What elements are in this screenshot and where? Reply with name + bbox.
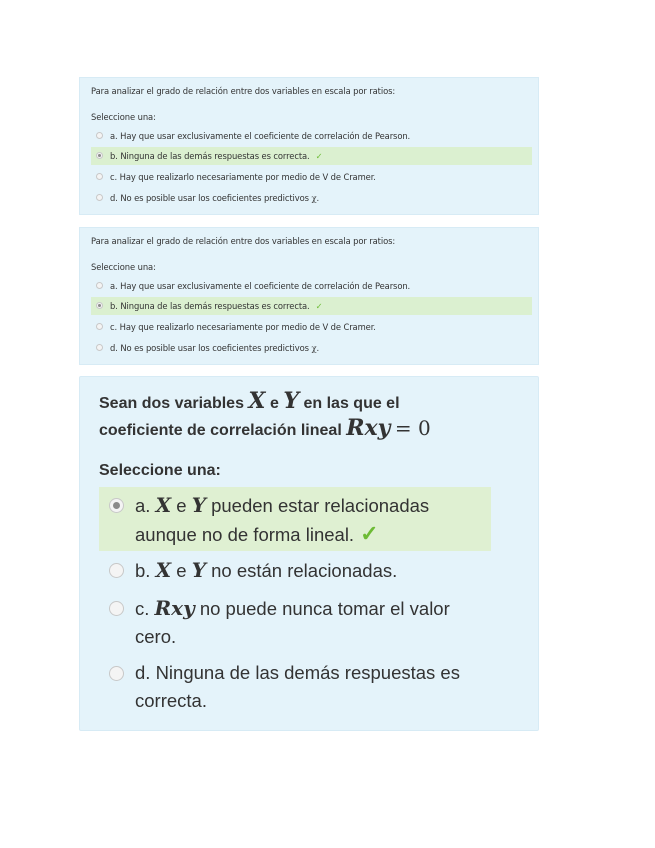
checkmark-icon: ✓ (315, 301, 323, 311)
option-label: c. Hay que realizarlo necesariamente por medio de V de Cramer. (110, 172, 376, 182)
radio-button[interactable] (96, 282, 103, 289)
option-label: b. Ninguna de las demás respuestas es correcta. (110, 151, 310, 161)
question-card-2 (79, 227, 539, 365)
radio-button[interactable] (96, 194, 103, 201)
radio-button-selected[interactable] (96, 152, 103, 159)
variable-y: Y (191, 493, 206, 517)
question-text: Para analizar el grado de relación entre dos variables en escala por ratios: (91, 236, 396, 246)
select-prompt: Seleccione una: (91, 262, 156, 272)
variable-x: X (248, 388, 266, 414)
option-label: no puede nunca tomar el valor (199, 598, 450, 619)
option-a[interactable] (91, 277, 532, 295)
period: . (316, 343, 319, 353)
question-text-part: Sean dos variables (99, 395, 244, 412)
option-label: b. Ninguna de las demás respuestas es correcta. (110, 301, 310, 311)
option-label: a. Hay que usar exclusivamente el coeficiente de correlación de Pearson. (110, 281, 411, 291)
variable-x: X (155, 493, 172, 517)
chi-symbol: χ (311, 193, 317, 203)
radio-button-selected[interactable] (109, 498, 124, 513)
option-label: a. Hay que usar exclusivamente el coeficiente de correlación de Pearson. (110, 131, 411, 141)
conjunction: e (176, 495, 187, 516)
variable-y: Y (191, 558, 206, 582)
equals-zero: = 0 (394, 416, 431, 440)
option-a[interactable] (99, 487, 491, 551)
radio-button[interactable] (109, 666, 124, 681)
option-label: cero. (135, 626, 177, 647)
option-c[interactable] (99, 594, 491, 652)
option-label: d. Ninguna de las demás respuestas es (135, 662, 460, 683)
r-xy-symbol: Rxy (154, 596, 195, 620)
question-text: Para analizar el grado de relación entre dos variables en escala por ratios: (91, 86, 396, 96)
variable-y: Y (283, 388, 300, 414)
option-label: d. No es posible usar los coeficientes predictivos (110, 343, 309, 353)
option-b[interactable] (91, 147, 532, 165)
option-label: pueden estar relacionadas (211, 495, 430, 516)
option-prefix: b. (135, 560, 151, 581)
conjunction: e (269, 395, 279, 412)
checkmark-icon: ✓ (315, 151, 323, 161)
radio-button[interactable] (109, 601, 124, 616)
radio-button[interactable] (109, 563, 124, 578)
option-label: d. No es posible usar los coeficientes predictivos (110, 193, 309, 203)
option-d[interactable] (91, 339, 532, 357)
chi-symbol: χ (311, 343, 317, 353)
option-label: aunque no de forma lineal. (135, 524, 355, 545)
question-card-1 (79, 77, 539, 215)
radio-button[interactable] (96, 344, 103, 351)
option-prefix: a. (135, 495, 151, 516)
question-card-3 (79, 376, 539, 731)
option-b[interactable] (91, 297, 532, 315)
option-c[interactable] (91, 318, 532, 336)
checkmark-icon: ✓ (360, 521, 379, 546)
option-d[interactable] (99, 659, 491, 717)
option-c[interactable] (91, 168, 532, 186)
conjunction: e (176, 560, 187, 581)
option-a[interactable] (91, 127, 532, 145)
variable-x: X (155, 558, 172, 582)
option-prefix: c. (135, 598, 150, 619)
select-prompt: Seleccione una: (91, 112, 156, 122)
question-text-part: coeficiente de correlación lineal (99, 422, 342, 439)
select-prompt: Seleccione una: (99, 462, 221, 479)
option-label: c. Hay que realizarlo necesariamente por medio de V de Cramer. (110, 322, 376, 332)
question-text (99, 389, 519, 443)
option-label: correcta. (135, 690, 207, 711)
question-text-part: en las que el (303, 395, 400, 412)
radio-button-selected[interactable] (96, 302, 103, 309)
option-d[interactable] (91, 189, 532, 207)
radio-button[interactable] (96, 323, 103, 330)
option-b[interactable] (99, 556, 491, 586)
radio-button[interactable] (96, 132, 103, 139)
option-label: no están relacionadas. (211, 560, 398, 581)
radio-button[interactable] (96, 173, 103, 180)
period: . (316, 193, 319, 203)
r-xy-symbol: Rxy (346, 415, 391, 441)
